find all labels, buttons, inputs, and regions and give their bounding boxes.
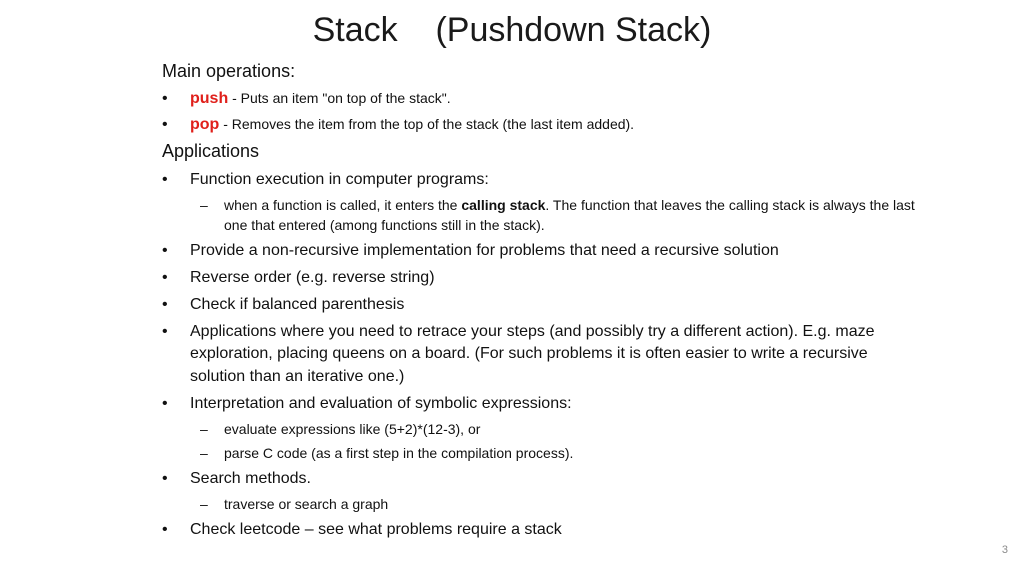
application-item (162, 267, 922, 290)
subitem-text: . The function that leaves the calling stack is always the last one that entered (among functions still in the stack). (224, 197, 915, 233)
main-operations-heading: Main operations: (162, 61, 296, 81)
application-item (162, 393, 922, 416)
application-subitem (162, 494, 922, 514)
bullet: • (162, 322, 168, 340)
subitem-text: traverse or search a graph (224, 496, 389, 512)
slide-title: Stack (Pushdown Stack) (312, 11, 712, 49)
bullet: • (162, 295, 168, 313)
bullet: • (162, 170, 168, 188)
operation-description: - Removes the item from the top of the stack (the last item added). (219, 116, 635, 132)
slide-content (162, 58, 922, 541)
operation-description: - Puts an item "on top of the stack". (228, 90, 451, 106)
subitem-text: when a function is called, it enters the (224, 197, 462, 213)
application-item (162, 240, 922, 263)
bullet: • (162, 268, 168, 286)
application-item (162, 519, 922, 542)
operation-item-push (162, 87, 922, 110)
page-number: 3 (1001, 544, 1008, 556)
bullet: • (162, 116, 168, 133)
application-item (162, 321, 922, 389)
bullet: • (162, 520, 168, 538)
operation-keyword: push (190, 90, 229, 107)
dash: – (200, 496, 208, 512)
application-item (162, 169, 922, 192)
subitem-text: evaluate expressions like (5+2)*(12-3), or (224, 421, 481, 437)
application-subitem (162, 419, 922, 439)
subitem-text: parse C code (as a first step in the compilation process). (224, 445, 574, 461)
application-text: Check if balanced parenthesis (190, 295, 405, 313)
bullet: • (162, 90, 168, 107)
bullet: • (162, 469, 168, 487)
application-text: Check leetcode – see what problems require a stack (190, 520, 562, 538)
application-text: Search methods. (190, 469, 311, 487)
application-subitem (162, 195, 922, 235)
dash: – (200, 421, 208, 437)
dash: – (200, 445, 208, 461)
application-subitem (162, 443, 922, 463)
bullet: • (162, 241, 168, 259)
operation-item-pop (162, 113, 922, 136)
operation-keyword: pop (190, 116, 220, 133)
application-text: Applications where you need to retrace your steps (and possibly try a different action). E.g. maze exploration, placing queens on a board. (For such problems it is often easier to write a recursive solution than an iterative one.) (190, 322, 875, 385)
calling-stack-term: calling stack (461, 197, 546, 213)
bullet: • (162, 394, 168, 412)
application-item (162, 468, 922, 491)
application-text: Function execution in computer programs: (190, 170, 489, 188)
application-text: Reverse order (e.g. reverse string) (190, 268, 435, 286)
applications-heading: Applications (162, 141, 260, 161)
application-text: Interpretation and evaluation of symbolic expressions: (190, 394, 572, 412)
application-text: Provide a non-recursive implementation for problems that need a recursive solution (190, 241, 779, 259)
dash: – (200, 197, 208, 213)
application-item (162, 294, 922, 317)
